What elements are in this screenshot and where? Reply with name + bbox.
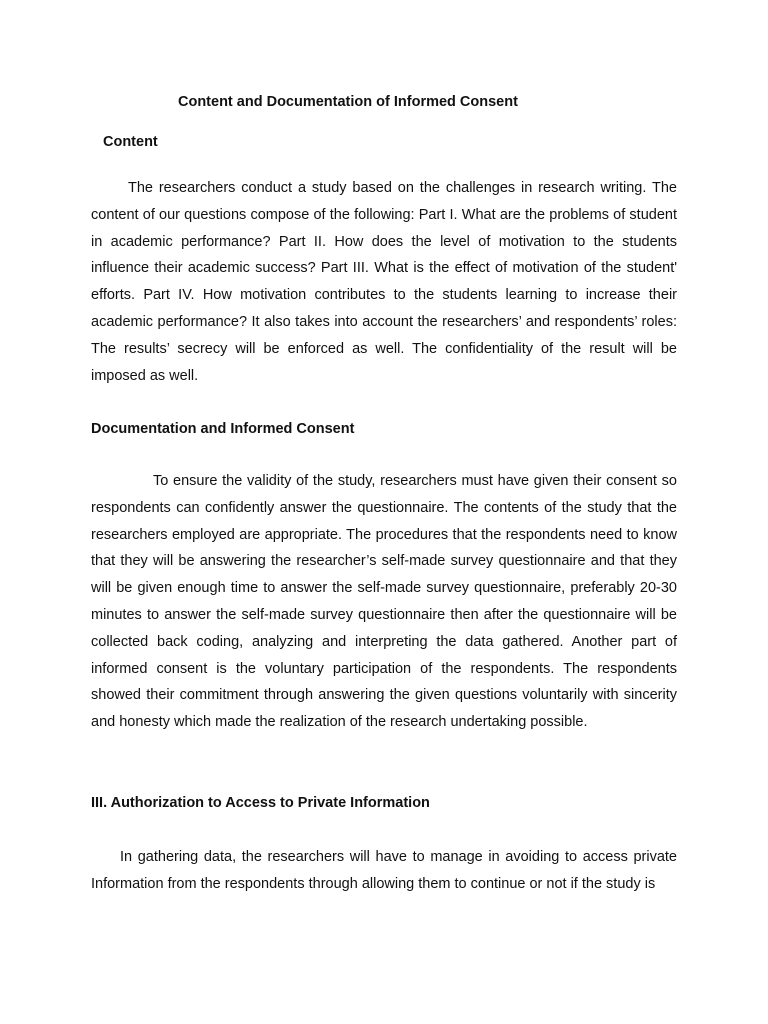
document-title: Content and Documentation of Informed Consent bbox=[178, 94, 518, 110]
documentation-paragraph: To ensure the validity of the study, researchers must have given their consent so respondents can confidently answer the questionnaire. The contents of the study that the researchers employed are appropriate. The procedures that the respondents need to know that they will be answering the researcher’s self-made survey questionnaire and that they will be given enough time to answer the self-made survey questionnaire, preferably 20-30 minutes to answer the self-made survey questionnaire then after the questionnaire will be collected back coding, analyzing and interpreting the data gathered. Another part of informed consent is the voluntary participation of the respondents. The respondents showed their commitment through answering the given questions voluntarily with sincerity and honesty which made the realization of the research undertaking possible. bbox=[91, 473, 677, 731]
authorization-paragraph: In gathering data, the researchers will have to manage in avoiding to access private Information from the respondents through allowing them to continue or not if the study is bbox=[91, 849, 677, 892]
section-heading-content: Content bbox=[103, 134, 158, 150]
section-heading-authorization: III. Authorization to Access to Private Information bbox=[91, 795, 430, 811]
content-paragraph: The researchers conduct a study based on the challenges in research writing. The content of our questions compose of the following: Part I. What are the problems of student in academic performance? Part II. How does the level of motivation to the students influence their academic success? Part III. What is the effect of motivation of the student' efforts. Part IV. How motivation contributes to the students learning to increase their academic performance? It also takes into account the researchers’ and respondents’ roles: The results’ secrecy will be enforced as well. The confidentiality of the result will be imposed as well. bbox=[91, 180, 677, 384]
section-heading-documentation: Documentation and Informed Consent bbox=[91, 421, 355, 437]
